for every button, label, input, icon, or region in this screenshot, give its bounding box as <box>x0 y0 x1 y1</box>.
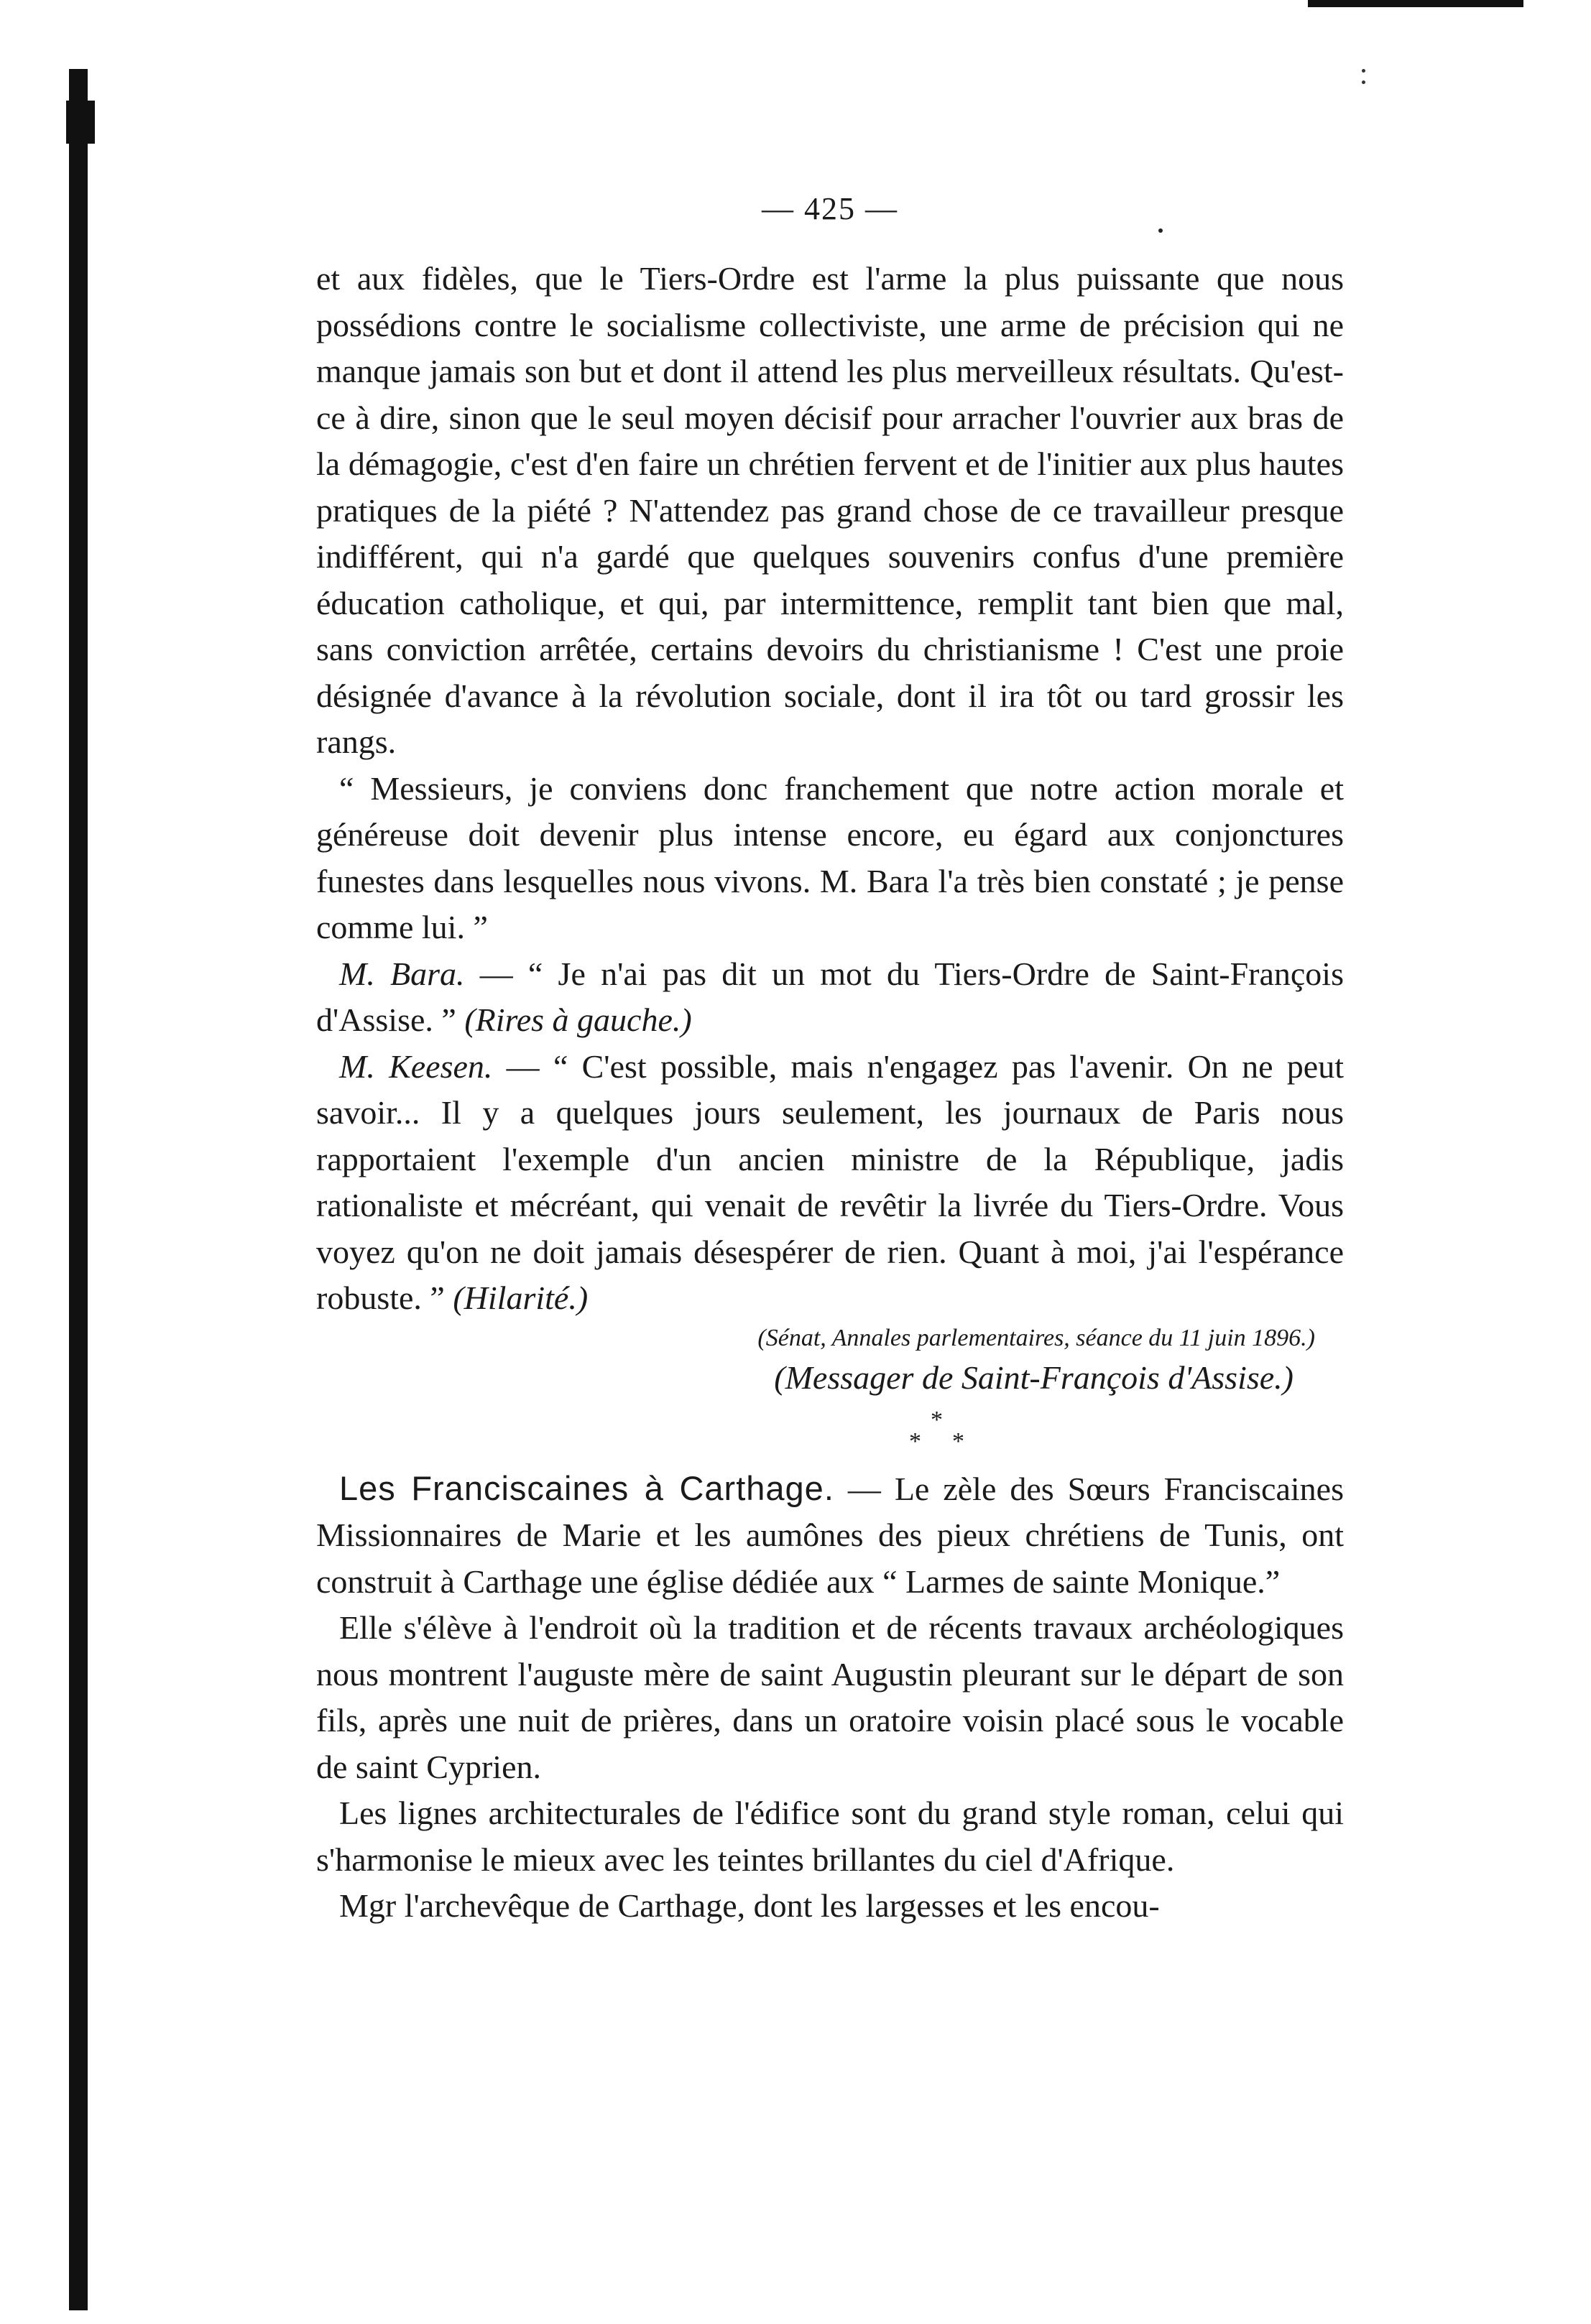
scan-edge-mark <box>66 101 95 144</box>
reaction-bara: (Rires à gauche.) <box>464 1001 692 1038</box>
section-intro: — Le zèle des Sœurs Franciscaines Missionnaires de Marie et les aumônes des pieux chrétiens de Tunis, ont construit à Carthage une église dédiée aux “ Larmes de sainte Monique.” <box>316 1470 1344 1600</box>
scan-dust-mark <box>1362 69 1365 73</box>
reaction-keesen: (Hilarité.) <box>453 1279 589 1316</box>
speaker-keesen: M. Keesen. <box>339 1047 493 1085</box>
source-messager: (Messager de Saint-François d'Assise.) <box>774 1358 1293 1396</box>
dialogue-bara <box>316 951 1344 1044</box>
dialogue-bara-text: — “ Je n'ai pas dit un mot du Tiers-Ordre de Saint-François d'Assise. ” <box>316 955 1344 1038</box>
asterism-star: * <box>952 1427 964 1455</box>
page-number: — 425 — <box>762 191 898 226</box>
page-body <box>316 190 1344 1930</box>
asterism-star: * <box>909 1427 921 1455</box>
paragraph-elle-seleve: Elle s'élève à l'endroit où la tradition et de récents travaux archéologiques nous montrent l'auguste mère de saint Augustin pleurant sur le départ de son fils, après une nuit de prières, dans un oratoire voisin placé sous le vocable de saint Cyprien. <box>316 1609 1344 1785</box>
speaker-bara: M. Bara. <box>339 955 465 992</box>
dialogue-keesen <box>316 1044 1344 1322</box>
scan-binding-edge <box>69 69 88 2310</box>
scan-top-rule <box>1308 0 1523 7</box>
section-heading: Les Franciscaines à Carthage. <box>339 1468 834 1507</box>
scan-dust-mark <box>1362 80 1365 84</box>
paragraph-messieurs: “ Messieurs, je conviens donc franchement que notre action morale et généreuse doit devenir plus intense encore, eu égard aux conjonctures funestes dans lesquelles nous vivons. M. Bara l'a très bien constaté ; je pense comme lui. ” <box>316 769 1344 945</box>
paragraph-franciscaines <box>316 1466 1344 1606</box>
asterism-divider <box>460 1408 1344 1454</box>
asterism-star: * <box>931 1406 943 1433</box>
paragraph-tiers-ordre: et aux fidèles, que le Tiers-Ordre est l'arme la plus puissante que nous possédions contre le socialisme collectiviste, une arme de précision qui ne manque jamais son but et dont il attend les plus merveilleux résultats. Qu'est-ce à dire, sinon que le seul moyen décisif pour arracher l'ouvrier aux bras de la démagogie, c'est d'en faire un chrétien fervent et de l'initier aux plus hautes pratiques de la piété ? N'attendez pas grand chose de ce travailleur presque indifférent, qui n'a gardé que quelques souvenirs confus d'une première éducation catholique, et qui, par intermittence, remplit tant bien que mal, sans conviction arrêtée, certains devoirs du christianisme ! C'est une proie désignée d'avance à la révolution sociale, dont il ira tôt ou tard grossir les rangs. <box>316 260 1344 760</box>
dialogue-keesen-text: — “ C'est possible, mais n'engagez pas l'avenir. On ne peut savoir... Il y a quelques jours seulement, les journaux de Paris nous rapportaient l'exemple d'un ancien ministre de la République, jadis rationaliste et mécréant, qui venait de revêtir la livrée du Tiers-Ordre. Vous voyez qu'on ne doit jamais désespérer de rien. Quant à moi, j'ai l'espérance robuste. ” <box>316 1047 1345 1316</box>
citation-senat: (Sénat, Annales parlementaires, séance du 11 juin 1896.) <box>757 1324 1315 1351</box>
paragraph-mgr-archeveque: Mgr l'archevêque de Carthage, dont les largesses et les encou- <box>339 1887 1160 1924</box>
paragraph-lignes-architecturales: Les lignes architecturales de l'édifice sont du grand style roman, celui qui s'harmonise le mieux avec les teintes brillantes du ciel d'Afrique. <box>316 1795 1344 1878</box>
